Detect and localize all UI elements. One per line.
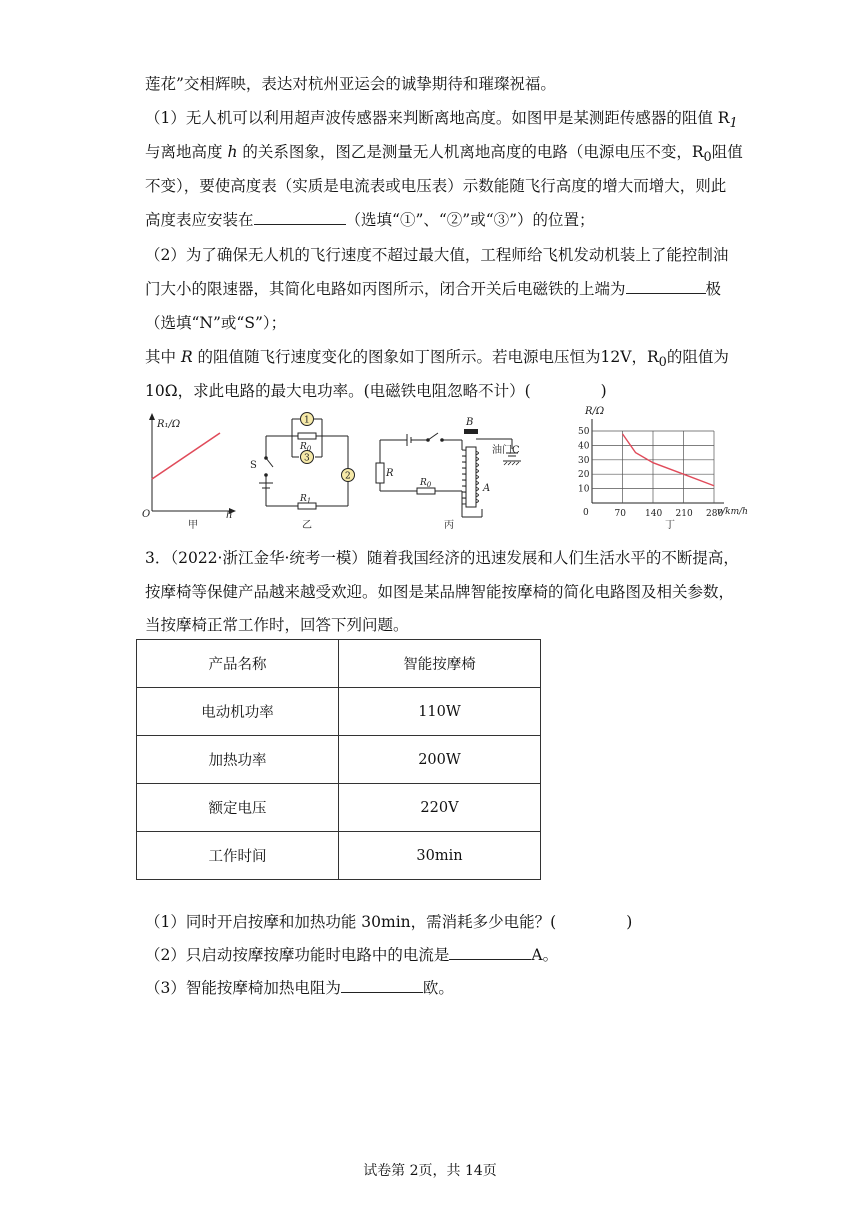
table-cell-value: 30min: [339, 832, 541, 880]
meter-1-label: 1: [304, 415, 310, 426]
figure-yi: [244, 405, 364, 535]
jia-caption: 甲: [188, 520, 198, 531]
x-tick-label: 140: [645, 509, 663, 519]
text-line: 按摩椅等保健产品越来越受欢迎。如图是某品牌智能按摩椅的简化电路图及相关参数，: [145, 583, 735, 601]
answer-blank[interactable]: [341, 978, 423, 993]
resistor-r: [376, 463, 384, 483]
text-line: 高度表应安装在 （选填“①”、“②”或“③”）的位置；: [145, 211, 595, 229]
arrow-icon: [149, 413, 155, 420]
text-line: 门大小的限速器，其简化电路如丙图所示，闭合开关后电磁铁的上端为 极: [145, 280, 722, 298]
answer-blank[interactable]: [626, 279, 706, 294]
figure-ding: [565, 405, 750, 535]
table-cell-label: 额定电压: [137, 784, 339, 832]
text-line: 10Ω，求此电路的最大电功率。(电磁铁电阻忽略不计）( ): [145, 382, 607, 400]
yi-caption: 乙: [302, 520, 312, 531]
answer-blank[interactable]: [449, 945, 531, 960]
table-cell-label: 工作时间: [137, 832, 339, 880]
text-line: 莲花”交相辉映，表达对杭州亚运会的诚挚期待和璀璨祝福。: [145, 75, 556, 93]
resistor-r0: [298, 433, 316, 439]
text-line: 其中 R 的阻值随飞行速度变化的图象如丁图所示。若电源电压恒为12V，$R_0$的阻值为: [145, 348, 729, 371]
iron-core: [466, 447, 476, 507]
text-line: （2）为了确保无人机的飞行速度不超过最大值，工程师给飞机发动机装上了能控制油: [145, 246, 729, 264]
y-tick-label: 10: [578, 484, 590, 495]
jia-xlabel: h: [226, 510, 233, 521]
table-cell-value: 110W: [339, 688, 541, 736]
switch-label: S: [250, 460, 257, 471]
question-2: （2）只启动按摩按摩功能时电路中的电流是 A。: [145, 946, 559, 964]
table-row: [137, 784, 541, 832]
figure-strip: [140, 405, 750, 535]
text-line: （1）无人机可以利用超声波传感器来判断离地高度。如图甲是某测距传感器的阻值 $R_1$: [145, 109, 738, 132]
page-footer: 试卷第 2页，共 14页: [363, 1163, 497, 1179]
y-tick-label: 40: [578, 441, 590, 452]
jia-origin: O: [142, 509, 151, 520]
meter-2-label: 2: [345, 471, 351, 482]
text-line: 当按摩椅正常工作时，回答下列问题。: [145, 616, 409, 634]
ding-xlabel: v/km/h: [717, 507, 748, 517]
table-cell-value: 220V: [339, 784, 541, 832]
y-tick-label: 0: [583, 508, 589, 518]
table-cell-label: 加热功率: [137, 736, 339, 784]
table-row: [137, 832, 541, 880]
y-tick-label: 30: [578, 455, 590, 466]
answer-blank[interactable]: [254, 210, 346, 225]
armature-b: [464, 429, 478, 434]
x-tick-label: 210: [675, 509, 693, 519]
meter-3-label: 3: [304, 453, 310, 464]
text-line: （选填“N”或“S”）；: [145, 314, 287, 332]
r1-label: $R_1$: [300, 494, 312, 505]
bing-caption: 丙: [444, 520, 454, 531]
r-label: R: [386, 468, 394, 479]
y-tick-label: 20: [578, 470, 590, 481]
resistance-line: [152, 433, 220, 479]
table-cell-value: 智能按摩椅: [339, 640, 541, 688]
table-row: [137, 640, 541, 688]
x-tick-label: 280: [706, 509, 724, 519]
y-tick-label: 50: [578, 427, 590, 437]
jia-ylabel: R₁/Ω: [157, 419, 181, 430]
question-1: （1）同时开启按摩和加热功能 30min，需消耗多少电能？( ): [145, 913, 633, 931]
figure-bing: [372, 405, 522, 535]
r0-label: $R_0$: [420, 478, 432, 489]
text-line: 与离地高度 h 的关系图象，图乙是测量无人机离地高度的电路（电源电压不变，$R_0$阻值: [145, 143, 743, 166]
spec-table: [136, 639, 541, 880]
figure-jia: [140, 405, 250, 535]
table-row: [137, 688, 541, 736]
x-tick-label: 70: [614, 509, 626, 519]
valve-label: 油门C: [492, 445, 520, 456]
r0-label: $R_0$: [300, 442, 312, 453]
text-line: 3．（2022·浙江金华·统考一模）随着我国经济的迅速发展和人们生活水平的不断提高，: [145, 549, 739, 567]
question-3: （3）智能按摩椅加热电阻为 欧。: [145, 979, 454, 997]
ding-ylabel: R/Ω: [585, 406, 605, 417]
table-cell-label: 产品名称: [137, 640, 339, 688]
table-cell-label: 电动机功率: [137, 688, 339, 736]
table-cell-value: 200W: [339, 736, 541, 784]
text-line: 不变），要使高度表（实质是电流表或电压表）示数能随飞行高度的增大而增大，则此: [145, 177, 727, 195]
ding-caption: 丁: [665, 520, 675, 531]
b-label: B: [466, 417, 474, 428]
table-row: [137, 736, 541, 784]
a-label: A: [483, 483, 491, 494]
